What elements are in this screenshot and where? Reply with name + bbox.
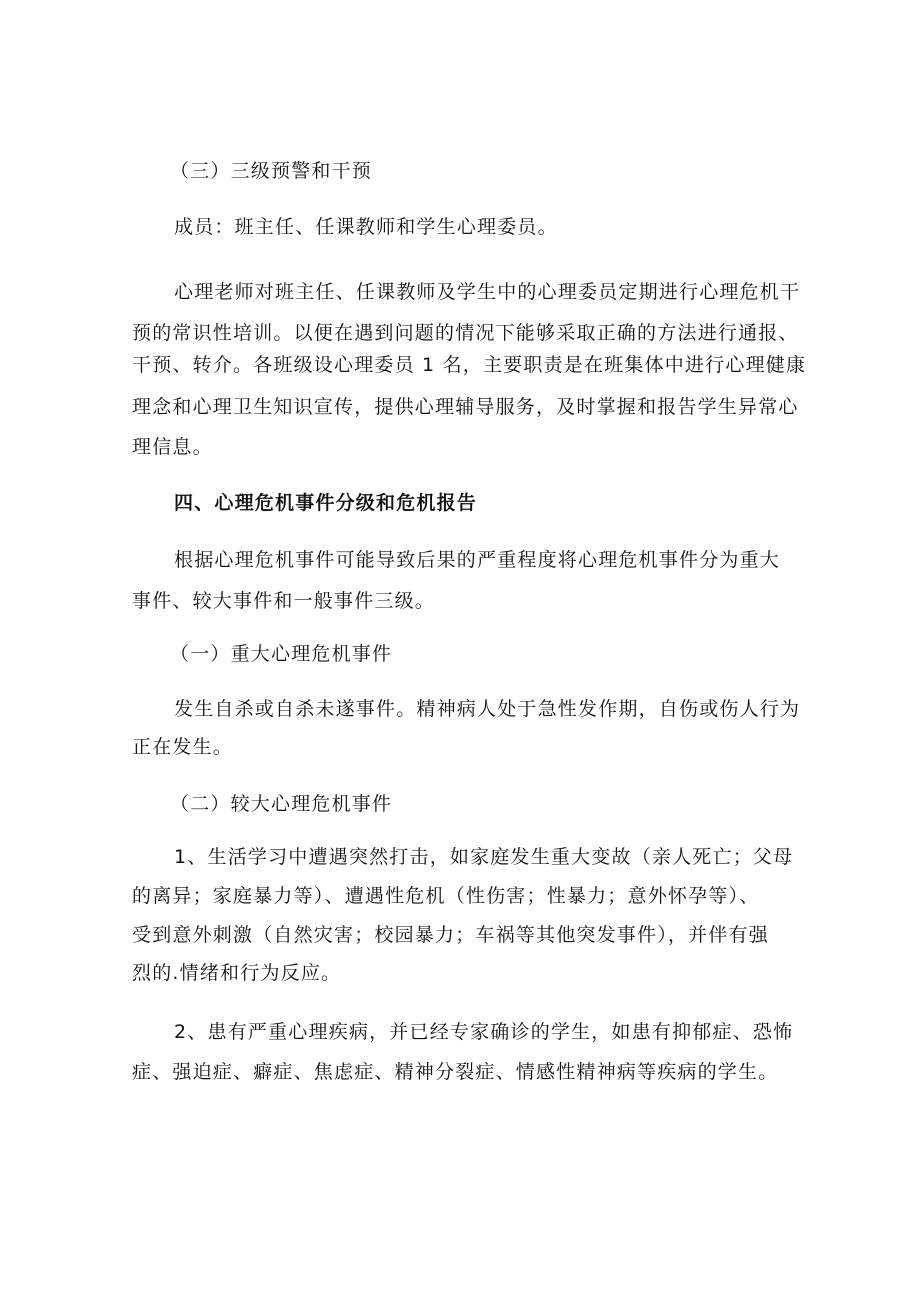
major-paragraph-line: 发生自杀或自杀未遂事件。精神病人处于急性发作期，自伤或伤人行为 (174, 698, 801, 720)
classification-paragraph-line: 根据心理危机事件可能导致后果的严重程度将心理危机事件分为重大 (174, 549, 781, 571)
major-paragraph-line: 正在发生。 (132, 736, 234, 758)
sub-2-heading: （二）较大心理危机事件 (170, 793, 393, 815)
item-1-line: 烈的.情绪和行为反应。 (132, 962, 342, 984)
item-1-line: 受到意外刺激（自然灾害；校园暴力；车祸等其他突发事件），并伴有强 (132, 924, 769, 946)
item-2-line: 2、患有严重心理疾病，并已经专家确诊的学生，如患有抑郁症、恐怖 (174, 1021, 794, 1043)
item-1-line: 的离异；家庭暴力等）、遭遇性危机（性伤害；性暴力；意外怀孕等）、 (132, 885, 760, 907)
item-2-line: 症、强迫症、癖症、焦虑症、精神分裂症、情感性精神病等疾病的学生。 (132, 1061, 779, 1083)
item-1-line: 1、生活学习中遭遇突然打击，如家庭发生重大变故（亲人死亡；父母 (174, 846, 794, 868)
training-paragraph-line: 干预、转介。各班级设心理委员 1 名，主要职责是在班集体中进行心理健康 (132, 354, 807, 376)
section-3-heading: （三）三级预警和干预 (170, 160, 373, 182)
training-paragraph-line: 理念和心理卫生知识宣传，提供心理辅导服务，及时掌握和报告学生异常心 (132, 396, 799, 418)
chapter-4-heading: 四、心理危机事件分级和危机报告 (174, 492, 478, 514)
training-paragraph-line: 预的常识性培训。以便在遇到问题的情况下能够采取正确的方法进行通报、 (132, 322, 799, 344)
sub-1-heading: （一）重大心理危机事件 (170, 643, 393, 665)
training-paragraph-line: 理信息。 (132, 436, 213, 458)
members-line: 成员：班主任、任课教师和学生心理委员。 (174, 216, 558, 238)
classification-paragraph-line: 事件、较大事件和一般事件三级。 (132, 590, 436, 612)
training-paragraph-line: 心理老师对班主任、任课教师及学生中的心理委员定期进行心理危机干 (174, 281, 801, 303)
